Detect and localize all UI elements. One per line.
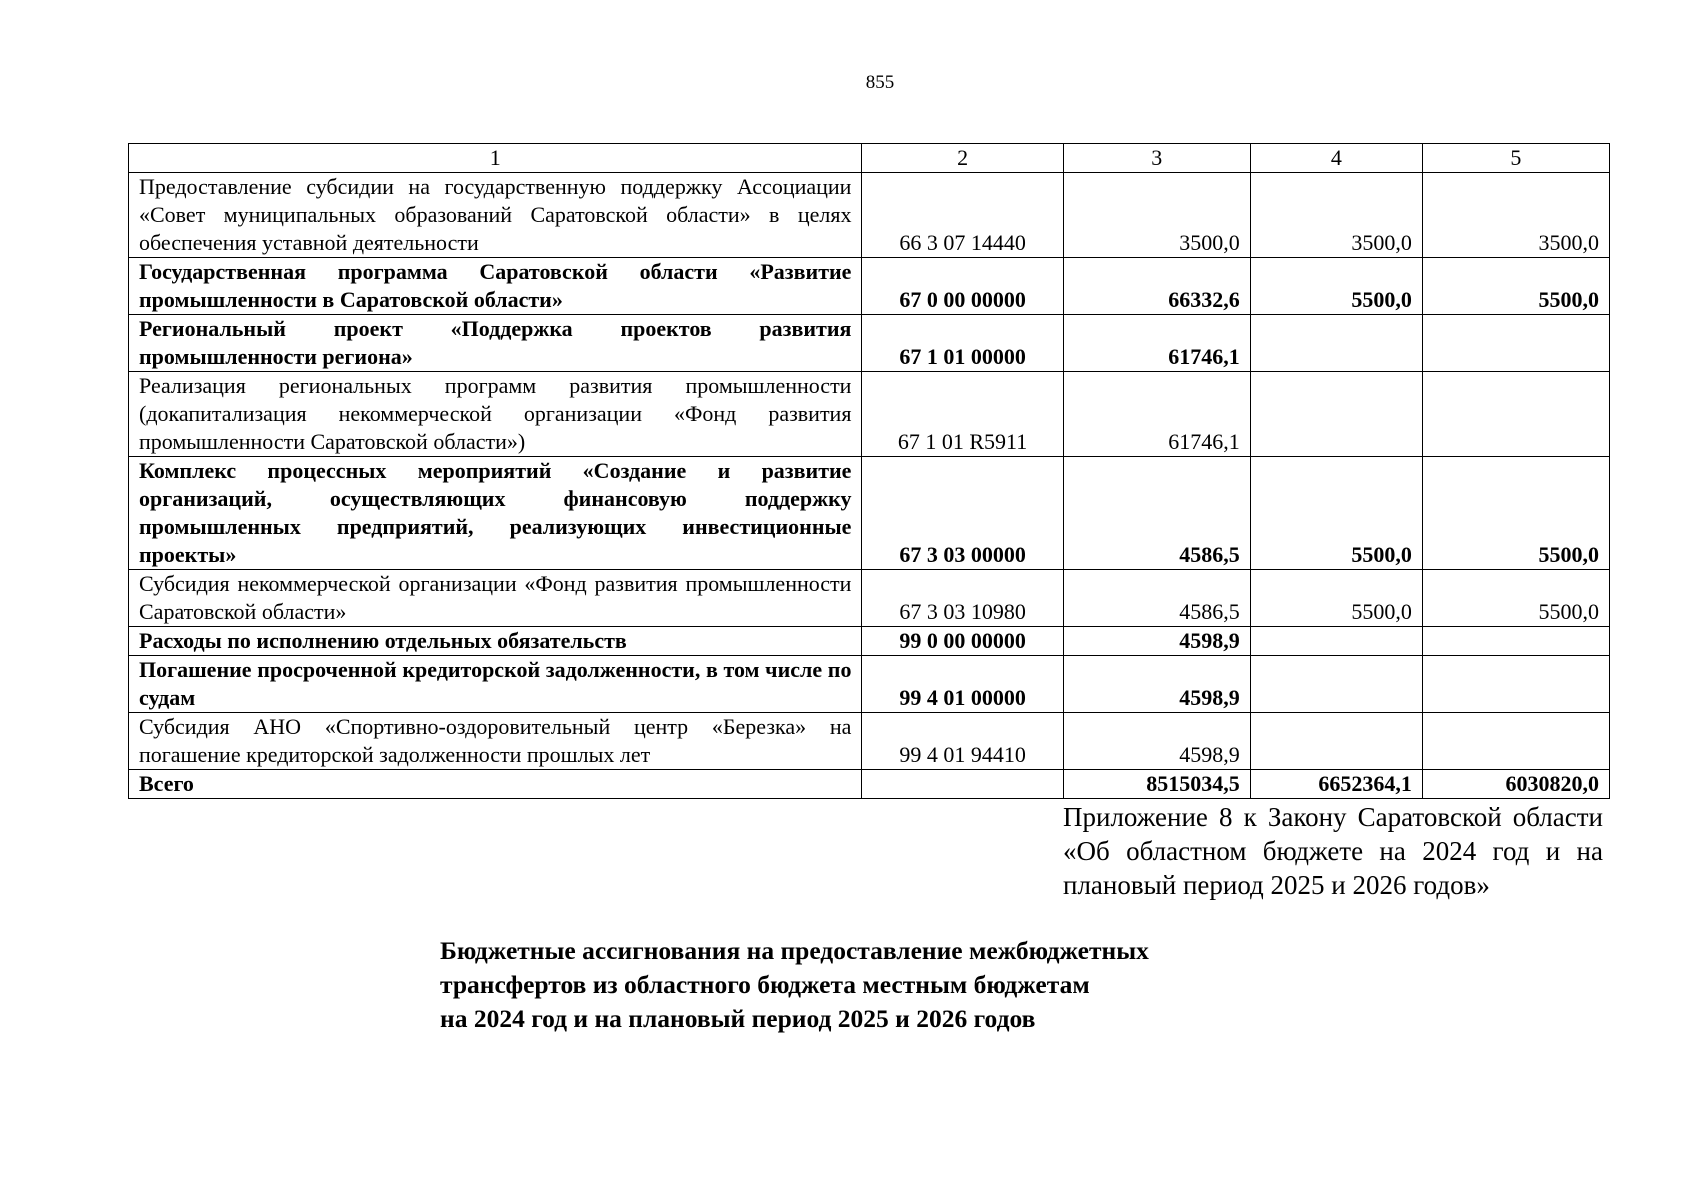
budget-classification-code: 67 1 01 00000 [862, 315, 1063, 372]
amount-2026: 6030820,0 [1422, 770, 1609, 799]
budget-classification-code: 99 0 00 00000 [862, 627, 1063, 656]
amount-2025: 5500,0 [1250, 457, 1422, 570]
budget-classification-code [862, 770, 1063, 799]
amount-2025: 3500,0 [1250, 173, 1422, 258]
amount-2024: 4598,9 [1063, 627, 1250, 656]
table-row [129, 258, 1610, 315]
table-row [129, 627, 1610, 656]
amount-2024: 66332,6 [1063, 258, 1250, 315]
document-title-line-1: Бюджетные ассигнования на предоставление межбюджетных [440, 936, 1149, 965]
table-row [129, 713, 1610, 770]
amount-2024: 8515034,5 [1063, 770, 1250, 799]
column-header-3: 3 [1063, 144, 1250, 173]
amount-2024: 4586,5 [1063, 570, 1250, 627]
amount-2026 [1422, 627, 1609, 656]
table-row [129, 173, 1610, 258]
amount-2026: 5500,0 [1422, 258, 1609, 315]
budget-item-name: Предоставление субсидии на государственную поддержку Ассоциации «Совет муниципальных образований Саратовской области» в целях обеспечения уставной деятельности [129, 173, 862, 258]
amount-2024: 61746,1 [1063, 315, 1250, 372]
column-header-1: 1 [129, 144, 862, 173]
budget-item-name: Погашение просроченной кредиторской задолженности, в том числе по судам [129, 656, 862, 713]
amount-2025: 5500,0 [1250, 570, 1422, 627]
amount-2025 [1250, 627, 1422, 656]
amount-2024: 61746,1 [1063, 372, 1250, 457]
table-header-row [129, 144, 1610, 173]
amount-2025 [1250, 315, 1422, 372]
amount-2025 [1250, 372, 1422, 457]
amount-2025: 5500,0 [1250, 258, 1422, 315]
amount-2026: 5500,0 [1422, 457, 1609, 570]
table-row [129, 315, 1610, 372]
budget-item-name: Субсидия некоммерческой организации «Фонд развития промышленности Саратовской области» [129, 570, 862, 627]
budget-classification-code: 67 1 01 R5911 [862, 372, 1063, 457]
table-row [129, 770, 1610, 799]
budget-table [128, 143, 1610, 799]
budget-item-name: Комплекс процессных мероприятий «Создание и развитие организаций, осуществляющих финансовую поддержку промышленных предприятий, реализующих инвестиционные проекты» [129, 457, 862, 570]
amount-2025 [1250, 656, 1422, 713]
amount-2026 [1422, 315, 1609, 372]
table-row [129, 457, 1610, 570]
amount-2024: 4598,9 [1063, 656, 1250, 713]
budget-item-name: Государственная программа Саратовской области «Развитие промышленности в Саратовской области» [129, 258, 862, 315]
budget-item-name: Реализация региональных программ развития промышленности (докапитализация некоммерческой организации «Фонд развития промышленности Саратовской области») [129, 372, 862, 457]
document-title [440, 934, 1149, 1036]
amount-2026: 3500,0 [1422, 173, 1609, 258]
appendix-note: Приложение 8 к Закону Саратовской области «Об областном бюджете на 2024 год и на плановый период 2025 и 2026 годов» [1063, 802, 1603, 900]
budget-item-name: Расходы по исполнению отдельных обязательств [129, 627, 862, 656]
budget-classification-code: 99 4 01 94410 [862, 713, 1063, 770]
budget-item-name: Региональный проект «Поддержка проектов развития промышленности региона» [129, 315, 862, 372]
budget-classification-code: 99 4 01 00000 [862, 656, 1063, 713]
column-header-2: 2 [862, 144, 1063, 173]
amount-2026 [1422, 656, 1609, 713]
amount-2024: 3500,0 [1063, 173, 1250, 258]
document-title-line-3: на 2024 год и на плановый период 2025 и 2026 годов [440, 1004, 1036, 1033]
table-row [129, 372, 1610, 457]
budget-classification-code: 67 0 00 00000 [862, 258, 1063, 315]
table-row [129, 570, 1610, 627]
column-header-5: 5 [1422, 144, 1609, 173]
amount-2026 [1422, 713, 1609, 770]
amount-2025: 6652364,1 [1250, 770, 1422, 799]
budget-classification-code: 66 3 07 14440 [862, 173, 1063, 258]
budget-item-name: Субсидия АНО «Спортивно-оздоровительный центр «Березка» на погашение кредиторской задолженности прошлых лет [129, 713, 862, 770]
table-row [129, 656, 1610, 713]
amount-2026 [1422, 372, 1609, 457]
budget-item-name: Всего [129, 770, 862, 799]
page-number: 855 [865, 72, 895, 93]
document-title-line-2: трансфертов из областного бюджета местным бюджетам [440, 970, 1090, 999]
column-header-4: 4 [1250, 144, 1422, 173]
amount-2024: 4598,9 [1063, 713, 1250, 770]
amount-2025 [1250, 713, 1422, 770]
amount-2024: 4586,5 [1063, 457, 1250, 570]
amount-2026: 5500,0 [1422, 570, 1609, 627]
budget-classification-code: 67 3 03 10980 [862, 570, 1063, 627]
budget-classification-code: 67 3 03 00000 [862, 457, 1063, 570]
